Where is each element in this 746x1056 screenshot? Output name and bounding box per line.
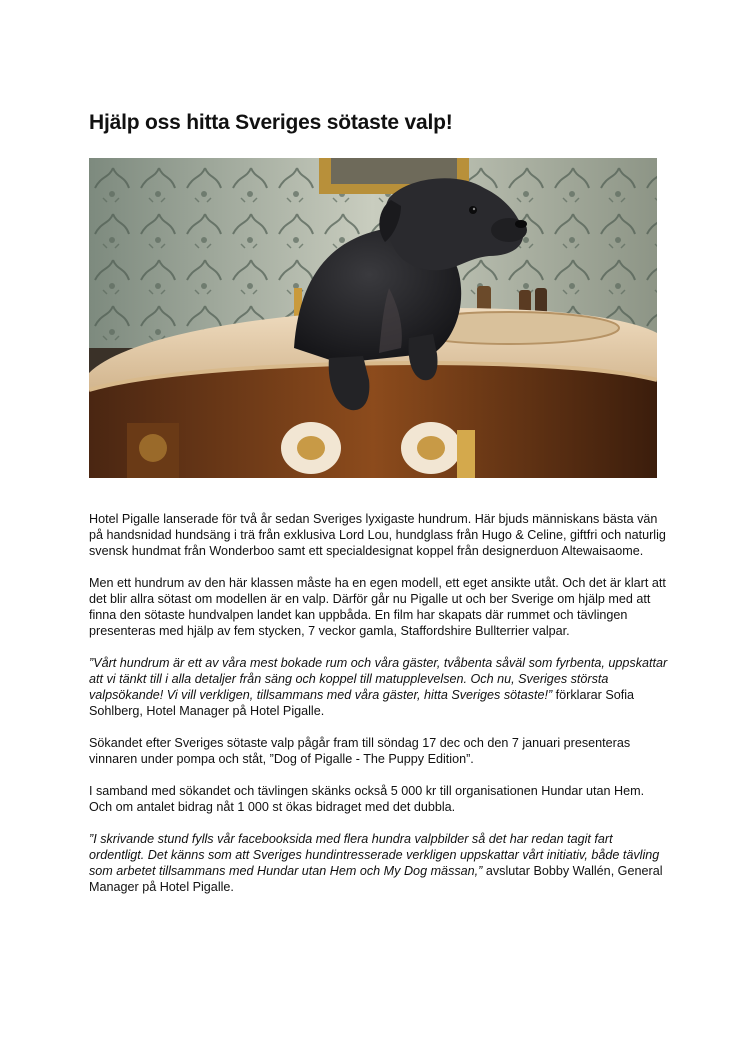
paragraph-intro: Hotel Pigalle lanserade för två år sedan Sveriges lyxigaste hundrum. Här bjuds människans bästa vän på handsnidad hundsäng i trä från exklusiva Lord Lou, hundglass från Hugo & Celine, giftfri och naturlig svensk hundmat från Wonderboo samt ett specialdesignat koppel från designerduon Altewaisaome. [89,512,666,558]
quote-sohlberg-attribution: förklarar Sofia Sohlberg, Hotel Manager på Hotel Pigalle. [89,688,635,718]
article-body [89,511,669,911]
paragraph-donation: I samband med sökandet och tävlingen skänks också 5 000 kr till organisationen Hundar utan Hem. Och om antalet bidrag nåt 1 000 st ökas bidraget med det dubbla. [89,784,645,814]
page-title: Hjälp oss hitta Sveriges sötaste valp! [89,111,453,134]
paragraph-dates: Sökandet efter Sveriges sötaste valp pågår fram till söndag 17 dec och den 7 januari presenteras vinnaren under pompa och ståt, ”Dog of Pigalle - The Puppy Edition”. [89,736,631,766]
paragraph-quote-wallen [89,831,669,895]
quote-wallen-attribution: avslutar Bobby Wallén, General Manager på Hotel Pigalle. [89,864,663,894]
paragraph-quote-sohlberg [89,655,669,719]
quote-wallen-text: ”I skrivande stund fylls vår facebooksida med flera hundra valpbilder så det har redan tagit fart ordentligt. Det känns som att Sveriges hundintresserade verkligen uppskattar vårt initiativ, både tävling som arbetet tillsammans med Hundar utan Hem och My Dog mässan,” [89,832,660,878]
paragraph-model: Men ett hundrum av den här klassen måste ha en egen modell, ett eget ansikte utåt. Och det är klart att det blir allra sötast om modellen är en valp. Därför går nu Pigalle ut och ber Sverige om hjälp med att finna den sötaste hundvalpen landet kan uppbåda. En film har skapats där rummet och tävlingen presenteras med hjälp av fem stycken, 7 veckor gamla, Staffordshire Bullterrier valpar. [89,576,666,638]
quote-sohlberg-text: ”Vårt hundrum är ett av våra mest bokade rum och våra gäster, tvåbenta såväl som fyrbenta, uppskattar att vi tänkt till i alla detaljer från säng och koppel till matupplevelsen. Och nu, Sveriges största valpsökande! Vi vill verkligen, tillsammans med våra gäster, hitta Sveriges sötaste!” [89,656,668,702]
puppy-in-washbasin-photo [89,158,657,478]
